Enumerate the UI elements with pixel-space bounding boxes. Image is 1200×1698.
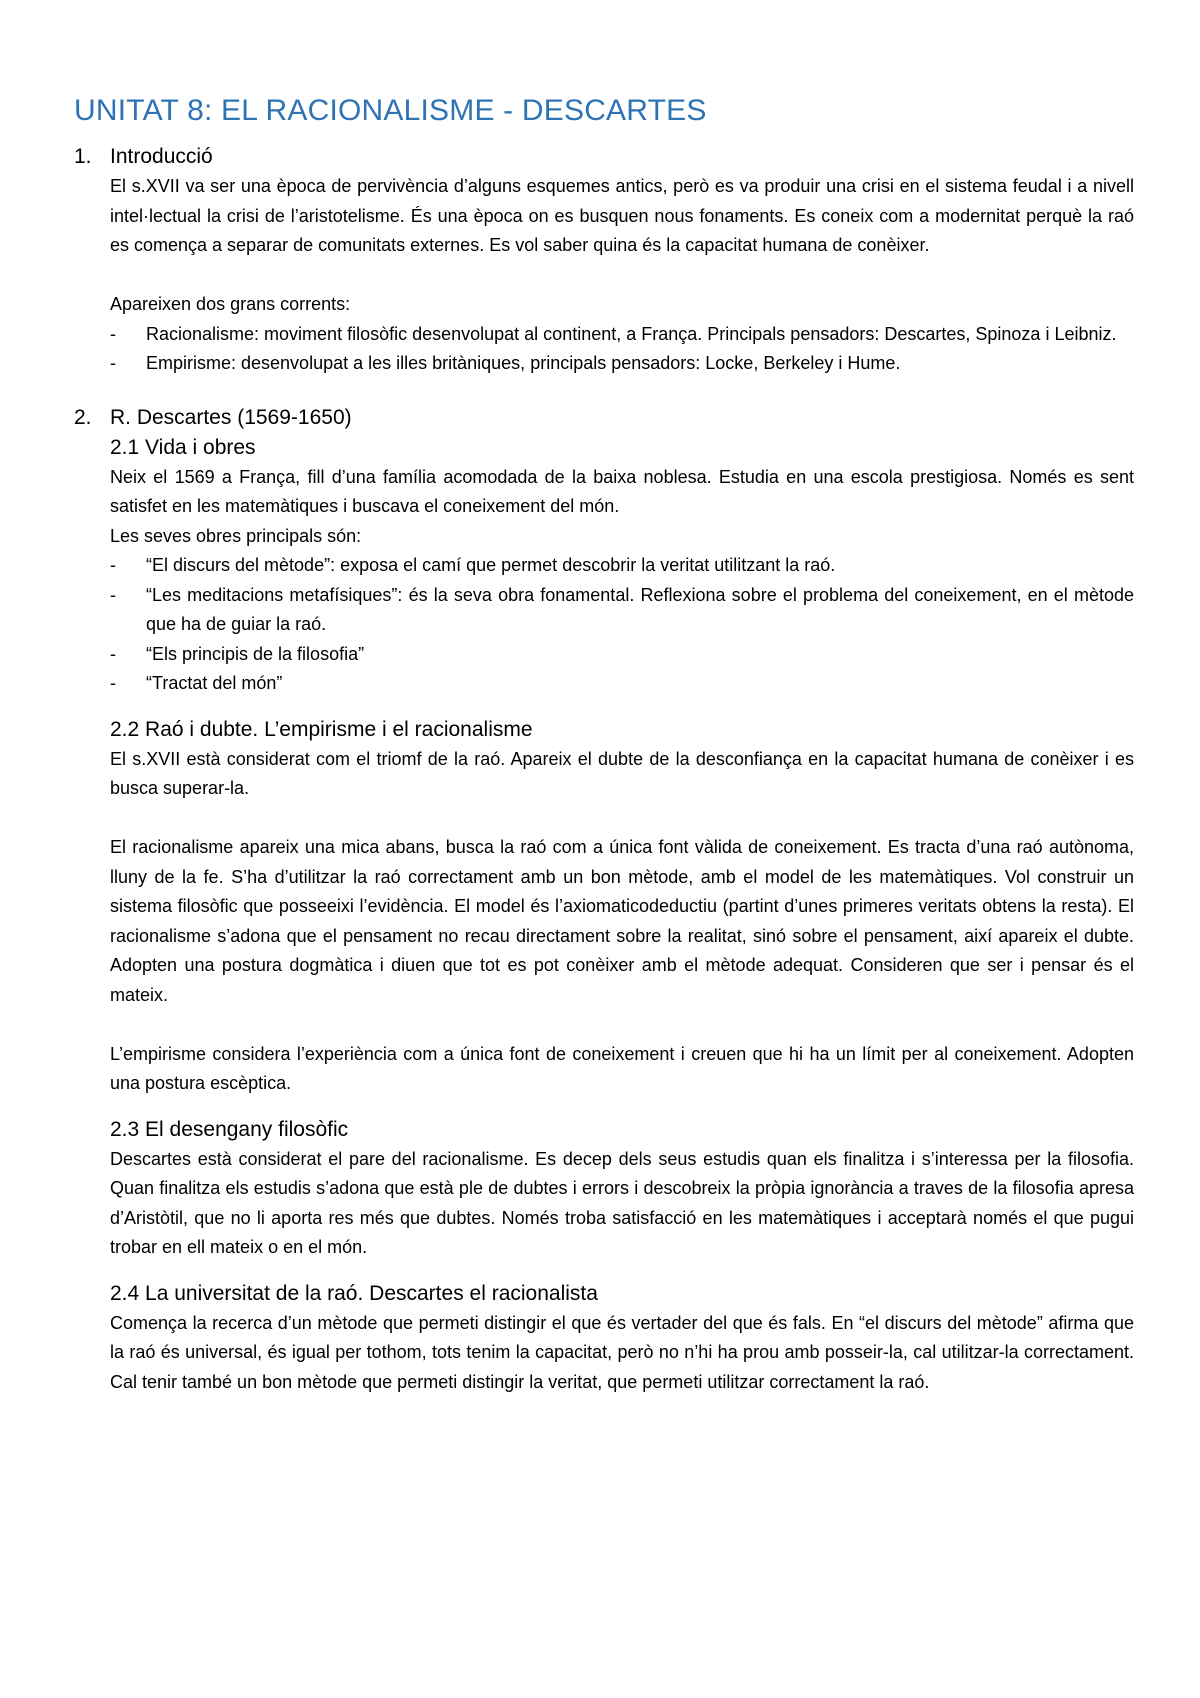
section-1-heading xyxy=(74,142,1134,172)
section-2-body xyxy=(110,433,1134,1398)
list-item: - Empirisme: desenvolupat a les illes britàniques, principals pensadors: Locke, Berkeley i Hume. xyxy=(110,353,901,373)
currents-intro: Apareixen dos grans corrents: xyxy=(110,294,351,314)
document-title: UNITAT 8: EL RACIONALISME - DESCARTES xyxy=(74,94,707,127)
rationalism-paragraph: El racionalisme apareix una mica abans, busca la raó com a única font vàlida de coneixement. Es tracta d’una raó autònoma, lluny de la fe. S’ha d’utilitzar la raó correctament amb un bon mètode, amb el model de les matemàtiques. Vol construir un sistema filosòfic que posseeixi l’evidència. El model és l’axiomaticodeductiu (partint d’unes primeres veritats obtens la resta). El racionalisme s’adona que el pensament no recau directament sobre la realitat, sinó sobre el pensament, així apareix el dubte. Adopten una postura dogmàtica i diuen que tot es pot conèixer amb el mètode adequat. Consideren que ser i pensar és el mateix. xyxy=(110,837,1134,1005)
list-item: - “Les meditacions metafísiques”: és la seva obra fonamental. Reflexiona sobre el problema del coneixement, en el mètode que ha de guiar la raó. xyxy=(110,584,1134,634)
university-paragraph: Comença la recerca d’un mètode que permeti distingir el que és vertader del que és fals. En “el discurs del mètode” afirma que la raó és universal, és igual per tothom, tots tenim la capacitat, però no n’hi ha prou amb posseir-la, cal utilitzar-la correctament. Cal tenir també un bon mètode que permeti distingir la veritat, que permeti utilitzar correctament la raó. xyxy=(110,1312,1134,1392)
subsection-2-1-heading: 2.1 Vida i obres xyxy=(110,435,256,459)
list-item: - Racionalisme: moviment filosòfic desenvolupat al continent, a França. Principals pensadors: Descartes, Spinoza i Leibniz. xyxy=(110,323,1117,344)
intro-paragraph: El s.XVII va ser una època de pervivència d’alguns esquemes antics, però es va produir una crisi en el sistema feudal i a nivell intel·lectual la crisi de l’aristotelisme. És una època on es busquen nous fonaments. Es coneix com a modernitat perquè la raó es comença a separar de comunitats externes. Es vol saber quina és la capacitat humana de conèixer. xyxy=(110,176,1134,255)
section-1-body xyxy=(110,172,1134,379)
life-paragraph: Neix el 1569 a França, fill d’una família acomodada de la baixa noblesa. Estudia en una escola prestigiosa. Només es sent satisfet en les matemàtiques i buscava el coneixement del món. xyxy=(110,466,1134,516)
subsection-2-3-heading: 2.3 El desengany filosòfic xyxy=(110,1117,349,1141)
empiricism-paragraph: L’empirisme considera l’experiència com a única font de coneixement i creuen que hi ha un límit per al coneixement. Adopten una postura escèptica. xyxy=(110,1043,1134,1093)
section-2-heading xyxy=(74,403,1134,433)
section-1-title: Introducció xyxy=(110,145,213,168)
section-2-title: R. Descartes (1569-1650) xyxy=(110,405,352,429)
list-item: - “El discurs del mètode”: exposa el camí que permet descobrir la veritat utilitzant la raó. xyxy=(110,555,836,575)
works-intro: Les seves obres principals són: xyxy=(110,525,362,546)
section-1-number: 1. xyxy=(74,145,92,168)
works-list xyxy=(110,551,1134,699)
subsection-2-4-heading: 2.4 La universitat de la raó. Descartes el racionalista xyxy=(110,1281,598,1305)
list-item: - “Els principis de la filosofia” xyxy=(110,643,365,664)
disillusion-paragraph: Descartes està considerat el pare del racionalisme. Es decep dels seus estudis quan els finalitza i s’interessa per la filosofia. Quan finalitza els estudis s’adona que està ple de dubtes i errors i descobreix la pròpia ignorància a traves de la filosofia apresa d’Aristòtil, que no li aporta res més que dubtes. Només troba satisfacció en les matemàtiques i acceptarà només el que pugui trobar en ell mateix o en el món. xyxy=(110,1148,1134,1257)
currents-list xyxy=(110,320,1134,379)
list-item: - “Tractat del món” xyxy=(110,673,283,693)
subsection-2-2-heading: 2.2 Raó i dubte. L’empirisme i el racionalisme xyxy=(110,717,533,741)
document-content xyxy=(74,92,1134,1397)
reason-doubt-paragraph: El s.XVII està considerat com el triomf de la raó. Apareix el dubte de la desconfiança en la capacitat humana de conèixer i es busca superar-la. xyxy=(110,748,1134,798)
section-2-number: 2. xyxy=(74,405,92,429)
